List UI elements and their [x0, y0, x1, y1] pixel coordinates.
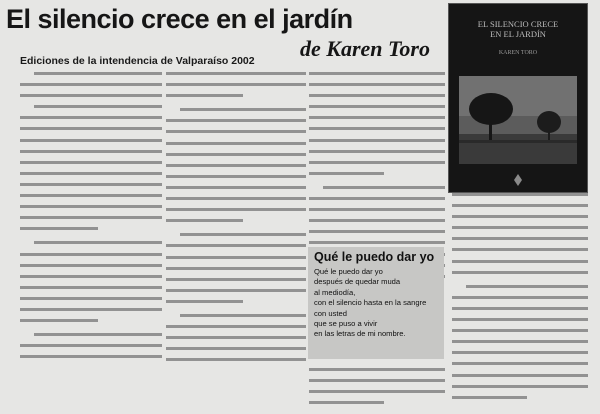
headline: El silencio crece en el jardín: [6, 4, 353, 34]
byline: de Karen Toro: [300, 36, 430, 61]
book-cover-art: [449, 4, 587, 192]
poem-line: en las letras de mi nombre.: [314, 329, 406, 339]
body-column-4: [452, 193, 588, 407]
body-column-1: [20, 72, 162, 366]
cover-author: KAREN TORO: [498, 50, 538, 56]
poem-line: después de quedar muda: [314, 277, 401, 287]
poem-title: Qué le puedo dar yo: [314, 250, 435, 264]
poem-box: [308, 247, 444, 359]
poem-line: que se puso a vivir: [314, 319, 378, 329]
poem-line: con el silencio hasta en la sangre: [314, 298, 427, 308]
poem-line: al mediodía,: [314, 287, 356, 297]
poem-line: Qué le puedo dar yo: [314, 267, 383, 276]
cover-title-line-2: EN EL JARDÍN: [490, 29, 546, 39]
body-column-3-lower: [309, 368, 445, 412]
body-column-2: [166, 72, 306, 369]
poem-line: con usted: [314, 308, 347, 318]
cover-title-line-1: EL SILENCIO CRECE: [477, 19, 559, 29]
book-cover: [449, 4, 587, 192]
deck: Ediciones de la intendencia de Valparaíso 2002: [20, 55, 255, 67]
